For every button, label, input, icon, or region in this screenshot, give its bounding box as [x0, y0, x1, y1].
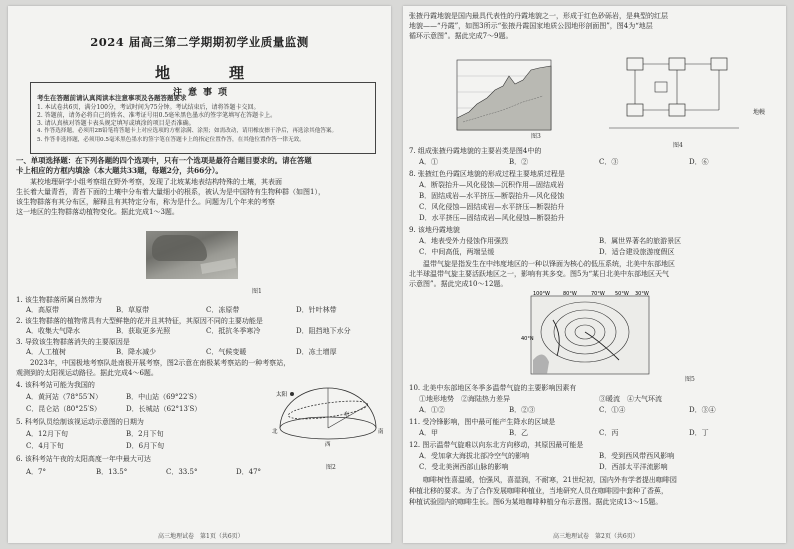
exam-page-left — [8, 6, 391, 543]
figure4-caption: 图4 — [673, 142, 683, 149]
fig5-lat-label: 40°N — [521, 336, 534, 342]
notice-item: 5. 作答非选择题，必须用0.5毫米黑色墨水的签字笔在答题卡上的指定位置作答，在其他位置作答一律无效。 — [37, 137, 305, 143]
question-11: 11. 受冷锋影响，图中最可能产生降水的区域是 — [409, 418, 556, 426]
figure1-photo — [146, 231, 238, 279]
option: B．固结成岩—水平挤压—断裂抬升—风化侵蚀 — [419, 192, 565, 200]
option: B．属世界著名的旅游景区 — [599, 237, 682, 245]
passage-line: 2023年，中国极地考察队赴南极开展考察，图2示意在南极某考察站的一种考察站， — [16, 359, 291, 367]
option: D．6月下旬 — [126, 442, 165, 450]
passage-line: 北半球温带气旋主要活跃地区之一，影响有其多变。图5为“某日北美中东部地区天气 — [409, 270, 670, 278]
fig2-label-west: 西 — [325, 442, 331, 448]
option: C．①④ — [599, 406, 626, 414]
option: C．丙 — [599, 429, 619, 437]
passage-line: 该生物群落有其分布区，解释且有其特定分布，称为是什么。问题为几个年来的考察 — [16, 198, 275, 206]
subject-title: 地 理 — [154, 64, 266, 82]
question-2: 2. 该生物群落的植物常具有大型鲜艳的花并且其特征，其原因不同的主要功能是 — [16, 317, 263, 325]
option: ③暖流 ④大气环流 — [599, 395, 662, 403]
option: B．草原带 — [116, 306, 150, 314]
passage-line: 地貌——“丹霞”，如图3所示“张掖丹霞国家地质公园地形剖面图”，图4为“地层 — [409, 22, 653, 30]
notice-item: 3. 请认真核对答题卡表头规定填写或填涂的项目是否准确。 — [37, 120, 195, 127]
option: B．受到西风带西风影响 — [599, 452, 675, 460]
option: A．① — [419, 158, 439, 166]
section-heading-2: 卡上相应的方框内填涂（本大题共33题，每题2分，共66分）。 — [16, 166, 223, 175]
question-5: 5. 科考队员绘制该视运动示意图的日期为 — [16, 418, 144, 426]
notice-item: 4. 作答选择题，必须用2B铅笔将答题卡上对应选项的方框涂满、涂黑；如需改动，请用橡皮擦干净后，再选涂其他答案。 — [37, 128, 338, 134]
question-8: 8. 张掖红色丹霞区地貌的形成过程主要地质过程是 — [409, 170, 565, 178]
option: D．冻土增厚 — [296, 348, 337, 356]
option: D．阻挡地下水分 — [296, 327, 351, 335]
passage-line: 示意图”。据此完成10～12题。 — [409, 280, 508, 288]
passage-line: 观测到的太阳视运动路径。据此完成4～6题。 — [16, 369, 158, 377]
figure5-weather-map — [523, 290, 653, 380]
option: D．水平挤压—固结成岩—风化侵蚀—断裂抬升 — [419, 214, 565, 222]
option: A．黄河站（78°55′N） — [26, 393, 103, 401]
option: A．12月下旬 — [26, 430, 68, 438]
photo-snow-streak — [200, 258, 236, 274]
passage-line: 生长着大量青苔，青苔下面的土壤中分布着大量细小的根系，被认为是中国特有生物种群（如图1）， — [16, 188, 325, 196]
fig2-label-south: 南 — [378, 429, 384, 435]
passage-line: 循环示意图”。据此完成7～9题。 — [409, 32, 513, 40]
page-footer: 高三地理试卷 第1页（共6页） — [158, 533, 244, 540]
passage-line: 种植试验园内的咖啡生长。图6为某地咖啡种植分布示意图。据此完成13～15题。 — [409, 498, 663, 506]
option: B．中山站（69°22′S） — [126, 393, 201, 401]
option: C．气候变暖 — [206, 348, 247, 356]
option: D．③④ — [689, 406, 716, 414]
photo-rock-shape — [152, 235, 207, 261]
fig2-label-east: 东 — [344, 412, 350, 418]
figure2-sun-path-diagram — [270, 386, 388, 458]
fig5-lon-label: 70°W — [591, 291, 605, 297]
notice-box — [30, 82, 376, 154]
option: C．中间高低，两端呈缓 — [419, 248, 495, 256]
option: A．7° — [26, 468, 47, 476]
option: D．长城站（62°13′S） — [126, 405, 202, 413]
exam-title: 2024 届高三第二学期期初学业质量监测 — [90, 35, 309, 49]
page-footer: 高三地理试卷 第2页（共6页） — [553, 533, 639, 540]
option: B．13.5° — [96, 468, 128, 476]
fig2-label-sun: 太阳 — [276, 392, 288, 398]
figure4-rock-cycle — [599, 48, 749, 138]
option: B．乙 — [509, 429, 529, 437]
option: D．西部太平洋流影响 — [599, 463, 668, 471]
option: C．③ — [599, 158, 619, 166]
notice-item: 2. 答题前，请务必将自己的姓名、准考证号用0.5毫米黑色墨水的签字笔填写在答题卡上。 — [37, 112, 277, 119]
fig5-lon-label: 100°W — [533, 291, 550, 297]
exam-page-right — [403, 6, 786, 543]
fig5-lon-label: 50°W — [615, 291, 629, 297]
passage-line: 咖啡树性喜温暖，怕强风，喜湿润，不耐寒，21世纪初，国内外有学者提出咖啡园 — [409, 476, 677, 484]
option: C．33.5° — [166, 468, 198, 476]
passage-line: 某校地理研学小组考察组在野外考察，发现了北坡某地表结构特殊的土壤，其表面 — [16, 178, 282, 186]
option: D．⑥ — [689, 158, 709, 166]
option: A．断裂抬升—风化侵蚀—沉积作用—固结成岩 — [419, 181, 565, 189]
question-1: 1. 该生物群落所属自然带为 — [16, 296, 102, 304]
question-10: 10. 北美中东部地区冬季多温带气旋的主要影响因素有 — [409, 384, 577, 392]
figure2-caption: 图2 — [326, 464, 336, 471]
passage-line: 张掖丹霞地貌是国内最具代表性的丹霞地貌之一，形成于红色砂砾岩，是典型的红层 — [409, 12, 668, 20]
question-12: 12. 图示温带气旋难以向东北方向移动，其原因最可能是 — [409, 441, 584, 449]
option: B．2月下旬 — [126, 430, 164, 438]
section-heading: 一、单项选择题：在下列各题的四个选项中，只有一个选项是最符合题目要求的。请在答题 — [16, 156, 312, 165]
option: A．人工植树 — [26, 348, 67, 356]
question-3: 3. 导致该生物群落消失的主要原因是 — [16, 338, 130, 346]
question-9: 9. 该地丹霞地貌 — [409, 226, 460, 234]
option: C．昆仑站（80°25′S） — [26, 405, 102, 413]
figure5-caption: 图5 — [685, 376, 695, 383]
fig2-label-north: 北 — [272, 429, 278, 435]
option: B．获取更多光照 — [116, 327, 171, 335]
option: C．抵抗冬季寒冷 — [206, 327, 261, 335]
passage-line: 这一地区的生物群落动植物变化。据此完成1～3题。 — [16, 208, 179, 216]
option: B．②③ — [509, 406, 536, 414]
fig5-lon-label: 80°W — [563, 291, 577, 297]
option: A．受加拿大海拔北部冷空气的影响 — [419, 452, 530, 460]
notice-item: 1. 本试卷共6页，满分100分，考试时间为75分钟。考试结束后，请将答题卡交回。 — [37, 104, 260, 111]
figure4-label: 地幔 — [753, 109, 766, 116]
option: B．降水减少 — [116, 348, 157, 356]
option: ①地形地势 ②海陆热力差异 — [419, 395, 510, 403]
option: B．② — [509, 158, 529, 166]
option: C．受北美洲西部山脉的影响 — [419, 463, 509, 471]
option: A．甲 — [419, 429, 439, 437]
question-6: 6. 该科考站午夜的太阳高度一年中最大可达 — [16, 455, 151, 463]
option: C．风化侵蚀—固结成岩—水平挤压—断裂抬升 — [419, 203, 565, 211]
figure1-caption: 图1 — [252, 288, 262, 295]
passage-line: 种植北移的要求。为了合作发展咖啡种植业，当地研究人员在咖啡园中套种了香蕉， — [409, 487, 668, 495]
option: D．针叶林带 — [296, 306, 337, 314]
figure3-caption: 图3 — [531, 133, 541, 140]
option: C．4月下旬 — [26, 442, 64, 450]
option: A．高原带 — [26, 306, 60, 314]
fig5-lon-label: 30°W — [635, 291, 649, 297]
option: D．适合建设旅游度假区 — [599, 248, 675, 256]
option: C．冻原带 — [206, 306, 240, 314]
option: D．丁 — [689, 429, 709, 437]
passage-line: 温带气旋是指发生在中纬度地区的一种以锋面为核心的低压系统，北美中东部地区 — [409, 260, 675, 268]
question-7: 7. 组成张掖丹霞地貌的主要岩类是图4中的 — [409, 147, 542, 155]
question-4: 4. 该科考站可能为我国的 — [16, 381, 95, 389]
figure3-terrain-profile — [443, 46, 555, 136]
notice-intro: 考生在答题前请认真阅读本注意事项及各题答题要求 — [37, 94, 187, 102]
option: A．地表受外力侵蚀作用强烈 — [419, 237, 509, 245]
option: D．47° — [236, 468, 262, 476]
option: A．收集大气降水 — [26, 327, 81, 335]
option: A．①② — [419, 406, 446, 414]
notice-title: 注意事项 — [172, 88, 233, 98]
